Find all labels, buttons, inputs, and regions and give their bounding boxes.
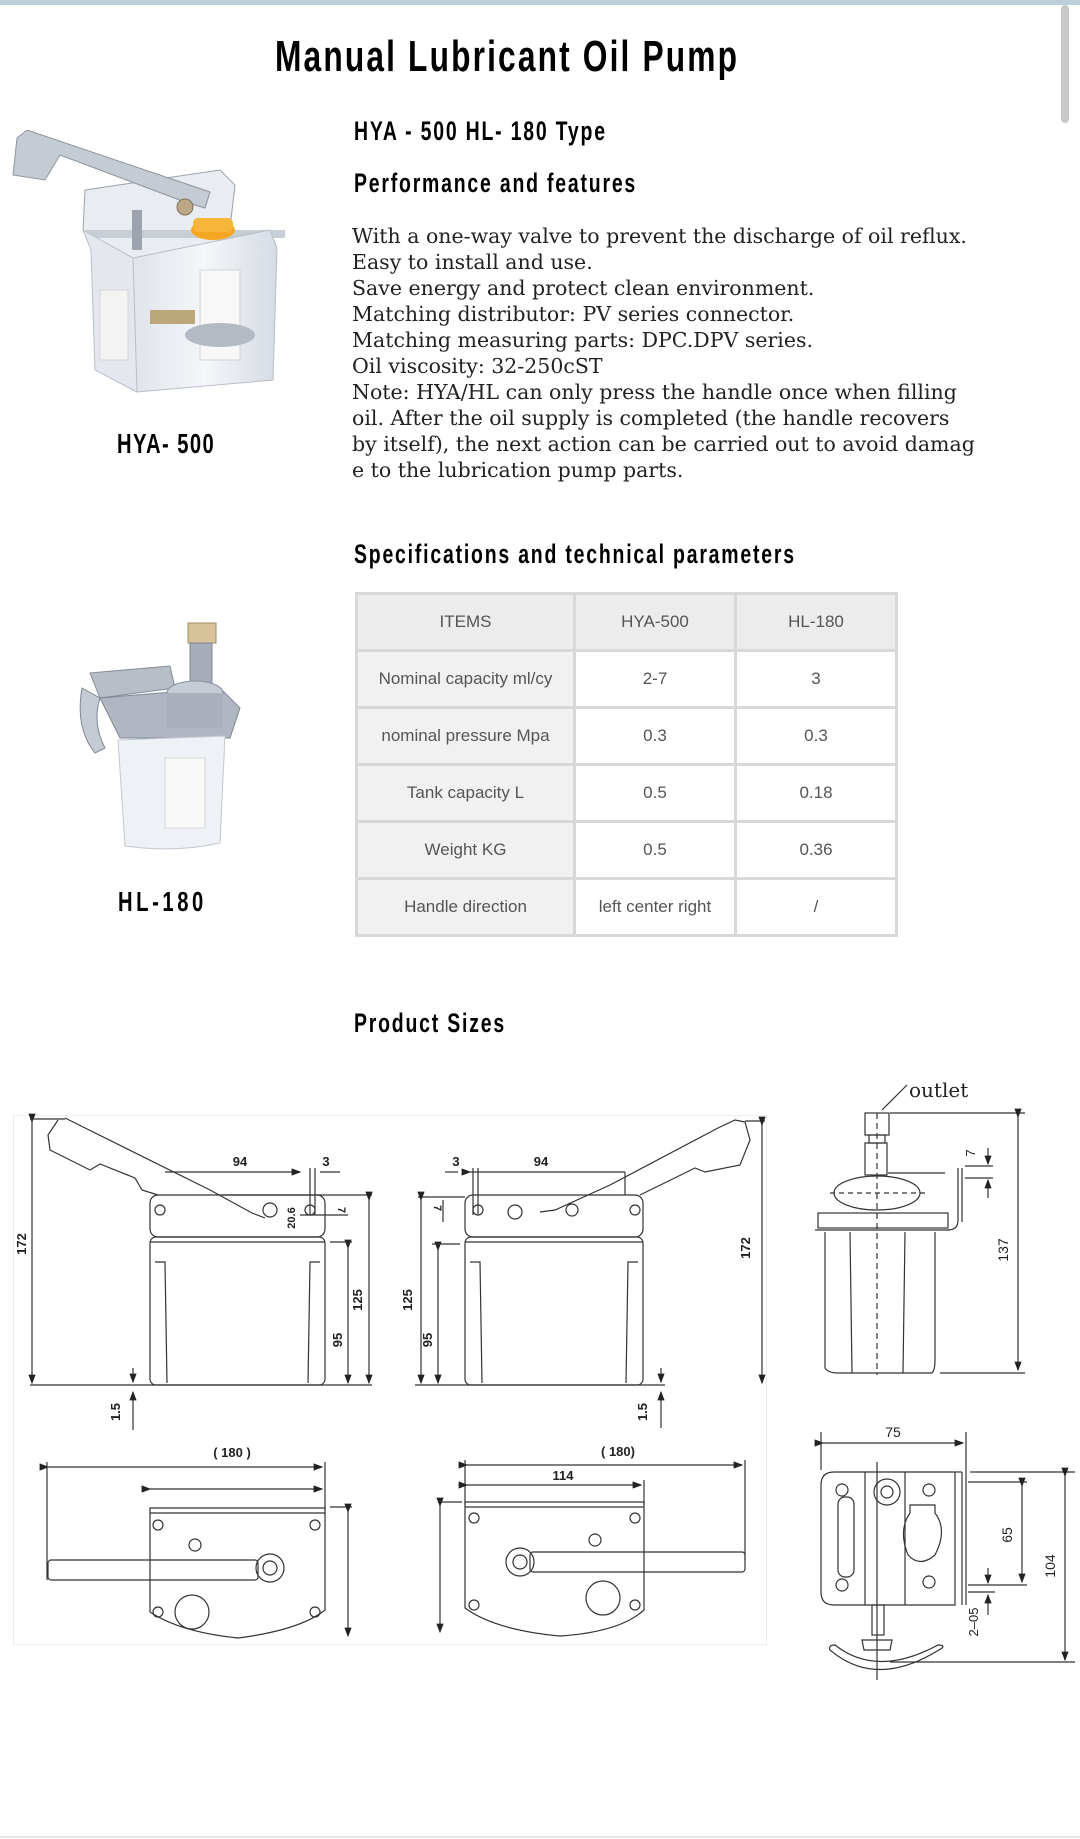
cell-value: 0.36 xyxy=(736,822,897,879)
dim-125-left: 125 xyxy=(350,1289,365,1311)
dim-2-05: 2–05 xyxy=(966,1607,981,1637)
row-label: Weight KG xyxy=(357,822,575,879)
dim-3-left: 3 xyxy=(322,1154,330,1169)
sizes-heading: Product Sizes xyxy=(354,1008,506,1038)
page-title: Manual Lubricant Oil Pump xyxy=(275,32,740,81)
specs-heading: Specifications and technical parameters xyxy=(354,539,796,569)
cell-value: 0.3 xyxy=(575,708,736,765)
dimension-drawings xyxy=(0,1060,1080,1680)
hl-180-label: HL-180 xyxy=(118,886,207,917)
feature-line: With a one-way valve to prevent the discharge of oil reflux. xyxy=(352,224,967,248)
hya-left-top-view xyxy=(47,1462,352,1638)
dim-94-right: 94 xyxy=(533,1154,549,1169)
row-label: nominal pressure Mpa xyxy=(357,708,575,765)
dim-114: 114 xyxy=(552,1468,574,1483)
dim-125-right: 125 xyxy=(400,1289,415,1311)
dim-1-5-right: 1.5 xyxy=(635,1402,650,1422)
feature-line: Oil viscosity: 32-250cST xyxy=(352,354,603,378)
hl-180-top-view xyxy=(821,1432,1075,1680)
dim-7-right: 7 xyxy=(431,1204,443,1212)
row-label: Handle direction xyxy=(357,879,575,936)
dim-180-left: ( 180 ) xyxy=(213,1445,251,1460)
dim-95-left: 95 xyxy=(330,1332,345,1348)
header-hya-500: HYA-500 xyxy=(575,594,736,651)
type-heading: HYA - 500 HL- 180 Type xyxy=(354,116,607,146)
outlet-label: outlet xyxy=(909,1078,969,1102)
cell-value: 0.3 xyxy=(736,708,897,765)
hl-180-side-view xyxy=(815,1085,1025,1375)
dim-172-right: 172 xyxy=(738,1237,753,1259)
header-items: ITEMS xyxy=(357,594,575,651)
feature-line: Save energy and protect clean environment. xyxy=(352,276,815,300)
table-row xyxy=(357,822,897,879)
dim-7-hl: 7 xyxy=(963,1149,978,1157)
features-heading: Performance and features xyxy=(354,168,638,198)
hl-180-pump-photo xyxy=(70,618,250,858)
dim-3-right: 3 xyxy=(452,1154,460,1169)
table-header-row xyxy=(357,594,897,651)
dim-65: 65 xyxy=(999,1527,1015,1543)
row-label: Tank capacity L xyxy=(357,765,575,822)
table-row xyxy=(357,879,897,936)
table-row xyxy=(357,765,897,822)
hya-left-side-view xyxy=(30,1118,372,1430)
table-row xyxy=(357,651,897,708)
feature-line: Note: HYA/HL can only press the handle once when filling xyxy=(352,380,957,404)
cell-value: 3 xyxy=(736,651,897,708)
dim-172-left: 172 xyxy=(14,1233,29,1255)
header-hl-180: HL-180 xyxy=(736,594,897,651)
feature-line: by itself), the next action can be carried out to avoid damag xyxy=(352,432,975,456)
cell-value: left center right xyxy=(575,879,736,936)
dim-75: 75 xyxy=(885,1424,901,1440)
hya-500-label: HYA- 500 xyxy=(117,428,216,459)
feature-line: Matching measuring parts: DPC.DPV series. xyxy=(352,328,813,352)
dim-104: 104 xyxy=(1042,1554,1058,1578)
dim-1-5-left: 1.5 xyxy=(108,1402,123,1422)
browser-top-bar xyxy=(0,0,1080,5)
dim-20-6: 20.6 xyxy=(286,1207,298,1229)
table-row xyxy=(357,708,897,765)
dim-180-right: ( 180) xyxy=(601,1444,635,1459)
cell-value: 0.18 xyxy=(736,765,897,822)
bottom-divider xyxy=(0,1836,1080,1838)
spec-table xyxy=(355,592,898,937)
cell-value: 2-7 xyxy=(575,651,736,708)
hya-500-pump-photo xyxy=(5,130,305,400)
cell-value: 0.5 xyxy=(575,822,736,879)
scrollbar-thumb[interactable] xyxy=(1061,5,1069,123)
dim-95-right: 95 xyxy=(420,1332,435,1348)
dim-137: 137 xyxy=(995,1238,1011,1262)
dim-7-left: 7 xyxy=(335,1206,347,1214)
feature-line: Easy to install and use. xyxy=(352,250,593,274)
cell-value: 0.5 xyxy=(575,765,736,822)
cell-value: / xyxy=(736,879,897,936)
features-list xyxy=(352,223,1072,483)
feature-line: e to the lubrication pump parts. xyxy=(352,458,684,482)
hya-right-top-view xyxy=(438,1460,745,1636)
feature-line: Matching distributor: PV series connector. xyxy=(352,302,795,326)
dim-94-left: 94 xyxy=(232,1154,248,1169)
hya-right-side-view xyxy=(415,1120,765,1428)
feature-line: oil. After the oil supply is completed (the handle recovers xyxy=(352,406,950,430)
row-label: Nominal capacity ml/cy xyxy=(357,651,575,708)
